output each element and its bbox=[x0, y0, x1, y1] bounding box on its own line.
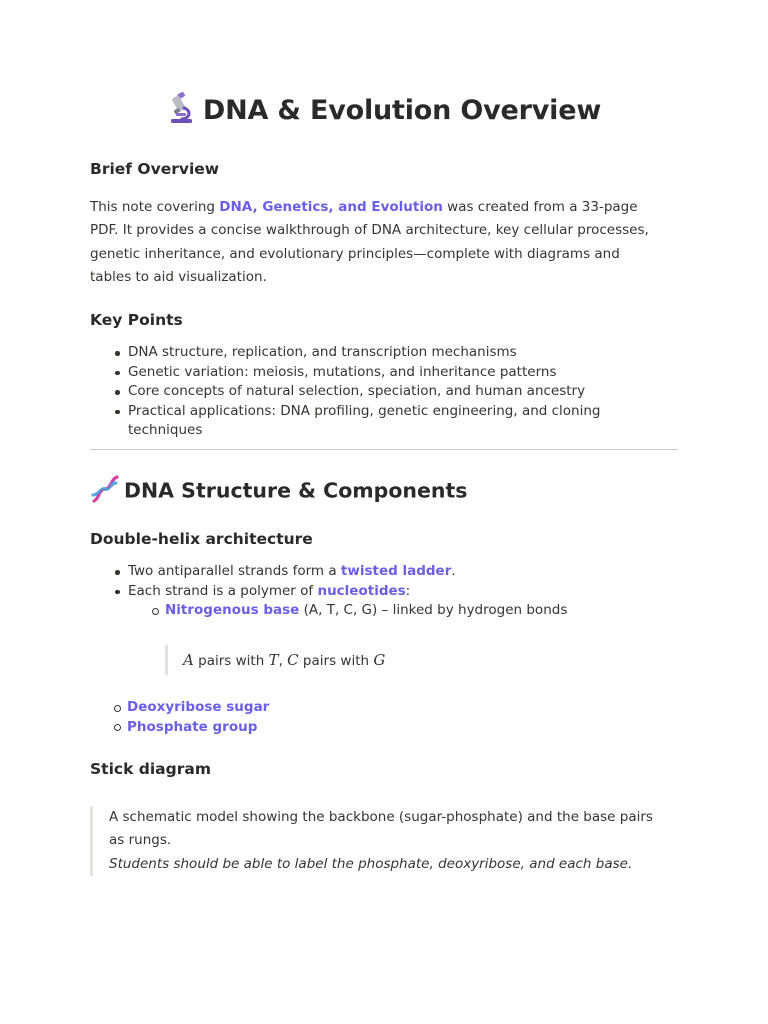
twisted-ladder-link[interactable]: twisted ladder bbox=[340, 563, 452, 579]
key-points-list bbox=[90, 343, 610, 441]
nucleotides-link[interactable]: nucleotides bbox=[317, 582, 406, 599]
dna-structure-heading-text: DNA Structure & Components bbox=[124, 478, 468, 503]
nucleotide-parts-list bbox=[128, 601, 650, 621]
list-item bbox=[128, 601, 650, 621]
quote-italic-text: Students should be able to label the phosphate, deoxyribose, and each base. bbox=[109, 855, 633, 872]
math-var-t: T bbox=[268, 651, 279, 669]
item-text: Each strand is a polymer of bbox=[128, 582, 318, 599]
microscope-icon bbox=[167, 92, 195, 131]
list-item bbox=[90, 562, 650, 582]
dna-structure-heading bbox=[90, 474, 468, 509]
nitrogenous-base-link[interactable]: Nitrogenous base bbox=[165, 602, 300, 618]
list-item: DNA structure, replication, and transcription mechanisms bbox=[90, 343, 610, 363]
math-text: , bbox=[278, 653, 288, 669]
double-helix-list bbox=[90, 562, 650, 621]
math-text: pairs with bbox=[298, 653, 374, 669]
list-item bbox=[90, 718, 650, 738]
list-item bbox=[90, 582, 650, 621]
math-var-c: C bbox=[287, 651, 299, 669]
stick-diagram-heading: Stick diagram bbox=[90, 760, 211, 778]
double-helix-heading: Double-helix architecture bbox=[90, 530, 313, 548]
stick-diagram-quote bbox=[90, 806, 669, 876]
overview-text-before: This note covering bbox=[90, 199, 220, 215]
dna-icon bbox=[90, 474, 120, 509]
math-var-g: G bbox=[373, 651, 386, 669]
list-item: Genetic variation: meiosis, mutations, and inheritance patterns bbox=[90, 363, 610, 383]
nucleotide-parts-list-cont bbox=[90, 698, 650, 737]
item-text: : bbox=[405, 582, 411, 599]
brief-overview-heading: Brief Overview bbox=[90, 160, 220, 178]
key-points-heading: Key Points bbox=[90, 311, 183, 329]
math-text: pairs with bbox=[193, 653, 269, 669]
page-title-text: DNA & Evolution Overview bbox=[202, 95, 602, 126]
list-item: Practical applications: DNA profiling, genetic engineering, and cloning techniques bbox=[90, 402, 610, 441]
item-text: (A, T, C, G) – linked by hydrogen bonds bbox=[299, 602, 568, 618]
list-item: Core concepts of natural selection, speciation, and human ancestry bbox=[90, 382, 610, 402]
base-pairing-equation bbox=[165, 645, 385, 675]
math-var-a: A bbox=[183, 651, 194, 669]
list-item bbox=[90, 698, 650, 718]
page-title bbox=[90, 92, 678, 131]
deoxyribose-sugar-link[interactable]: Deoxyribose sugar bbox=[127, 699, 270, 715]
quote-text: A schematic model showing the backbone (sugar-phosphate) and the base pairs as rungs. bbox=[109, 809, 653, 849]
item-text: Two antiparallel strands form a bbox=[128, 563, 341, 579]
list-item-wrapper bbox=[90, 698, 650, 737]
overview-text-after: was created from a 33-page PDF. It provides a concise walkthrough of DNA architecture, key cellular processes, genetic inheritance, and evolutionary principles—complete with diagrams and tables to aid visualization. bbox=[90, 199, 649, 285]
divider bbox=[90, 449, 678, 450]
dna-genetics-evolution-link[interactable]: DNA, Genetics, and Evolution bbox=[219, 199, 443, 215]
phosphate-group-link[interactable]: Phosphate group bbox=[127, 718, 258, 735]
nucleotide-parts-sublist bbox=[90, 698, 650, 737]
item-text: . bbox=[451, 563, 456, 579]
overview-paragraph bbox=[90, 196, 650, 289]
